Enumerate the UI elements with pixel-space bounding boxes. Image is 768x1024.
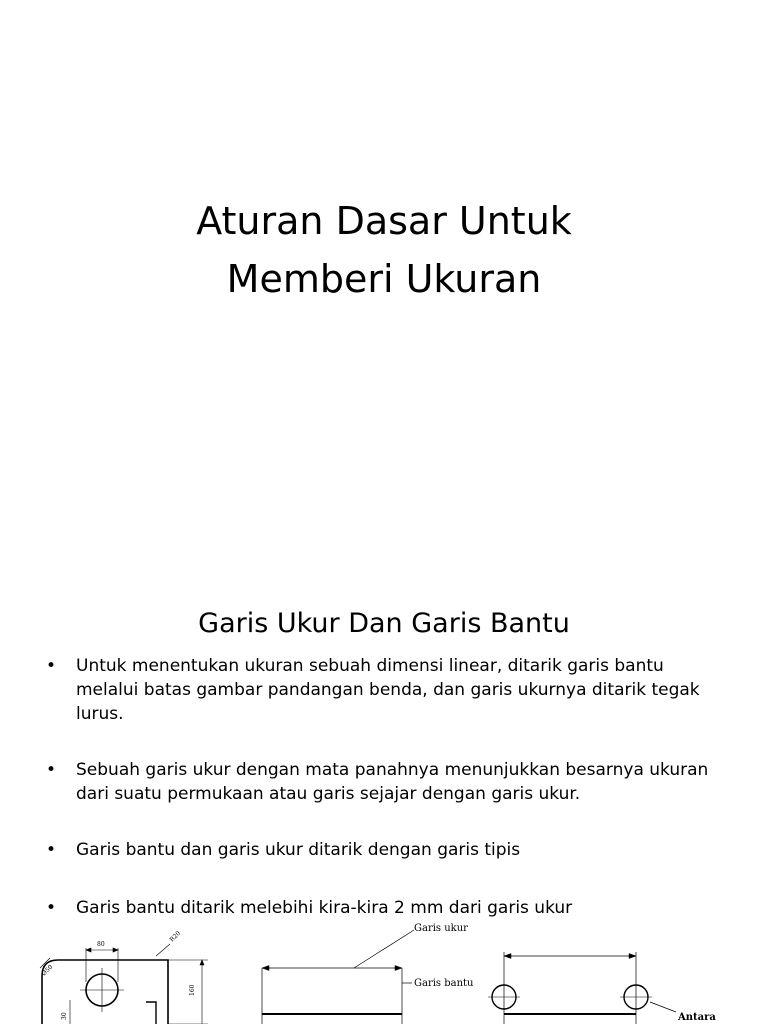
dim-right-label: 160	[189, 984, 196, 996]
garis-bantu-label: Garis bantu	[414, 978, 474, 989]
slide-title	[0, 192, 768, 308]
bullet-item: • Sebuah garis ukur dengan mata panahnya menunjukkan besarnya ukuran dari suatu permukaan atau garis sejajar dengan garis ukur.	[44, 758, 724, 806]
content-slide	[0, 590, 768, 1024]
bullet-list	[44, 654, 724, 920]
dim-left-label: Ø50	[40, 963, 55, 978]
figures-row	[0, 920, 768, 1024]
dim-diagonal-label: R20	[168, 929, 183, 944]
antara-label: Antara	[678, 1012, 716, 1023]
figure-circle-dimension	[486, 920, 716, 1024]
bullet-item: • Untuk menentukan ukuran sebuah dimensi linear, ditarik garis bantu melalui batas gambar pandangan benda, dan garis ukurnya ditarik tegak lurus.	[44, 654, 724, 726]
content-slide-title: Garis Ukur Dan Garis Bantu	[198, 608, 570, 639]
slide-title-line-2: Memberi Ukuran	[226, 257, 542, 301]
garis-ukur-label: Garis ukur	[414, 923, 468, 934]
dim-top-label: 80	[97, 941, 105, 948]
figure-dimension-lines	[256, 920, 486, 1024]
bullet-item: • Garis bantu ditarik melebihi kira-kira 2 mm dari garis ukur	[44, 896, 724, 920]
dim-small-label: 30	[61, 1012, 68, 1020]
bullet-item: • Garis bantu dan garis ukur ditarik dengan garis tipis	[44, 838, 724, 862]
slide-title-line-1: Aturan Dasar Untuk	[196, 199, 572, 243]
figure-dimensioned-part	[36, 920, 216, 1024]
